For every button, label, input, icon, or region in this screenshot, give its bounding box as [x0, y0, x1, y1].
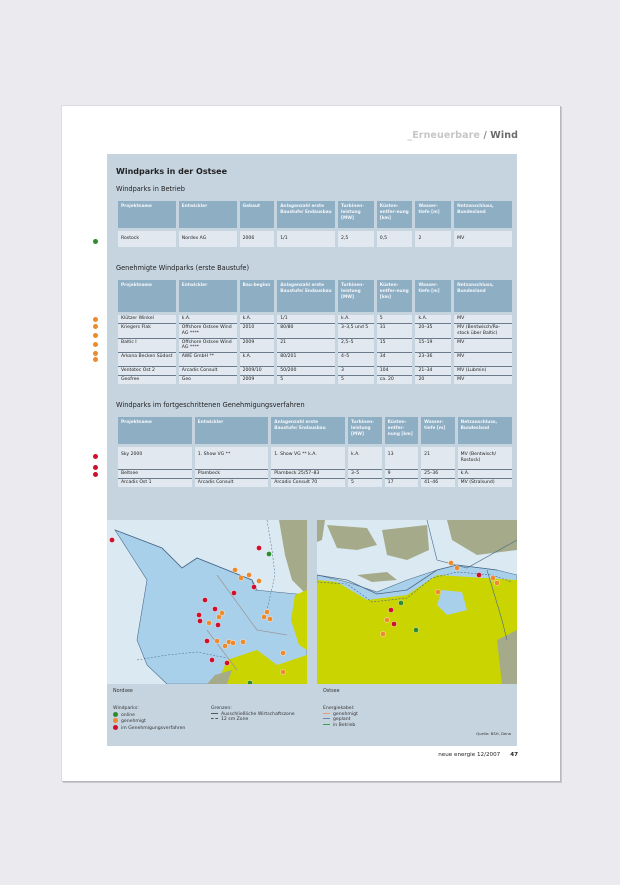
wind-farm-marker: [197, 618, 202, 623]
cell: MV: [454, 352, 512, 366]
legend-title: Grenzen:: [211, 706, 232, 711]
cell: Plambeck 25/57–83: [271, 469, 345, 478]
wind-farm-marker: [388, 607, 393, 612]
solid-line-icon: [211, 713, 218, 714]
cell: MV (Bentwisch/ Rostock): [458, 447, 512, 469]
wind-farm-marker: [238, 575, 243, 580]
col-header: Turbinen-leistung [MW]: [348, 417, 382, 444]
status-marker-icon: [93, 472, 98, 477]
col-header: Anlagenzahl erste Baustufe/ Endausbau: [277, 201, 335, 228]
wind-farm-marker: [280, 669, 285, 674]
nordsee-map-graphic: [107, 520, 307, 684]
col-header: Entwickler: [179, 201, 237, 228]
col-header: Gebaut: [240, 201, 275, 228]
status-marker-icon: [93, 454, 98, 459]
cell: Geo: [179, 375, 237, 384]
legend-label: im Genehmigungsverfahren: [121, 725, 186, 731]
cell: MV (Lubmin): [454, 366, 512, 375]
ostsee-map-graphic: [317, 520, 517, 684]
cell: 5: [338, 375, 374, 384]
col-header: Projektname: [118, 417, 192, 444]
col-header: Anlagenzahl erste Baustufe/ Endausbau: [277, 280, 335, 312]
cell: 2009: [240, 375, 275, 384]
table-row: [118, 478, 512, 487]
wind-farm-marker: [413, 627, 418, 632]
cell: Klützer Winkel: [118, 315, 176, 323]
cell: 23–36: [415, 352, 451, 366]
wind-farm-marker: [490, 575, 495, 580]
cell: 2006: [240, 231, 275, 247]
cell: k.A.: [240, 352, 275, 366]
cell: 1/1: [277, 231, 335, 247]
status-marker-icon: [93, 324, 98, 329]
cell: 15: [377, 338, 413, 353]
cell: Sky 2000: [118, 447, 192, 469]
source-note: Quelle: BSH, Dena: [476, 731, 511, 736]
section-title-approved: Genehmigte Windparks (erste Baustufe): [116, 264, 250, 272]
wind-farm-marker: [391, 621, 396, 626]
wind-farm-marker: [494, 580, 499, 585]
wind-farm-marker: [266, 551, 271, 556]
cell: Baltic I: [118, 338, 176, 353]
wind-farm-marker: [264, 609, 269, 614]
status-marker-icon: [93, 351, 98, 356]
status-marker-icon: [93, 317, 98, 322]
status-marker-icon: [93, 342, 98, 347]
cell: 21–34: [415, 366, 451, 375]
table-row: [118, 375, 512, 384]
status-marker-icon: [93, 333, 98, 338]
section-separator: /: [479, 130, 491, 141]
table-row: [118, 352, 512, 366]
cell: 41–46: [421, 478, 455, 487]
cell: MV: [454, 375, 512, 384]
table-row: [118, 323, 512, 338]
cell: AWE GmbH **: [179, 352, 237, 366]
cell: 3: [338, 366, 374, 375]
cable-planned-icon: [323, 718, 330, 719]
legend-grenzen: [211, 706, 295, 723]
cell: Arcadis Ost 1: [118, 478, 192, 487]
cell: 5: [348, 478, 382, 487]
status-marker-icon: [93, 239, 98, 244]
table-operating: [115, 201, 515, 247]
cell: Arcadis Consult 70: [271, 478, 345, 487]
cell: MV: [454, 231, 512, 247]
cell: Geofree: [118, 375, 176, 384]
approved-dot-icon: [113, 718, 118, 723]
section-title-operating: Windparks in Betrieb: [116, 185, 185, 193]
wind-farm-marker: [222, 643, 227, 648]
map-ostsee: [317, 520, 517, 684]
table-row: [118, 315, 512, 323]
table-row: [118, 338, 512, 353]
cell: Ventotec Ost 2: [118, 366, 176, 375]
wind-farm-marker: [247, 680, 252, 684]
cell: MV: [454, 315, 512, 323]
legend-label: 12 sm Zone: [221, 717, 249, 723]
cell: 21: [277, 338, 335, 353]
legend-label: genehmigt: [333, 711, 358, 717]
wind-farm-marker: [240, 639, 245, 644]
cell: 104: [377, 366, 413, 375]
pending-dot-icon: [113, 725, 118, 730]
section-label: _Erneuerbare: [407, 130, 480, 141]
wind-farm-marker: [280, 650, 285, 655]
wind-farm-marker: [224, 660, 229, 665]
legend-label: geplant: [333, 717, 351, 723]
section-title-advanced: Windparks im fortgeschrittenen Genehmigungsverfahren: [116, 401, 305, 409]
cell: k.A.: [240, 315, 275, 323]
cell: k.A.: [338, 315, 374, 323]
cell: 80/201: [277, 352, 335, 366]
cell: Offshore Ostsee Wind AG ****: [179, 338, 237, 353]
legend-windparks: [113, 706, 185, 731]
cell: 31: [377, 323, 413, 338]
col-header: Küsten-entfer-nung [km]: [377, 201, 413, 228]
col-header: Turbinen-leistung [MW]: [338, 201, 374, 228]
topic-label: Wind: [490, 130, 518, 141]
wind-farm-marker: [448, 560, 453, 565]
legend-item: [211, 717, 295, 723]
section-tag: [407, 130, 518, 141]
legend-item: [113, 718, 185, 725]
col-header: Projektname: [118, 201, 176, 228]
legend-label: in Betrieb: [333, 722, 356, 728]
cell: 2009/10: [240, 366, 275, 375]
wind-farm-marker: [380, 631, 385, 636]
wind-farm-marker: [206, 620, 211, 625]
panel-title: Windparks in der Ostsee: [116, 167, 228, 176]
cell: 25–36: [421, 469, 455, 478]
wind-farm-marker: [204, 638, 209, 643]
wind-farm-marker: [476, 572, 481, 577]
wind-farm-marker: [212, 606, 217, 611]
cell: 13: [385, 447, 418, 469]
legend-item: [113, 725, 185, 732]
table-row: [118, 366, 512, 375]
cell: 20: [415, 375, 451, 384]
cell: 4–5: [338, 352, 374, 366]
map-label-ostsee: Ostsee: [323, 689, 340, 694]
wind-farm-marker: [256, 545, 261, 550]
table-advanced: [115, 417, 515, 487]
col-header: Bau-beginn: [240, 280, 275, 312]
map-nordsee: [107, 520, 307, 684]
online-dot-icon: [113, 712, 118, 717]
wind-farm-marker: [231, 590, 236, 595]
wind-farm-marker: [246, 572, 251, 577]
wind-farm-marker: [256, 578, 261, 583]
cell: 1. Show VG **: [195, 447, 268, 469]
cell: Arcadis Consult: [179, 366, 237, 375]
col-header: Wasser-tiefe [m]: [415, 201, 451, 228]
cell: Arcadis Consult: [195, 478, 268, 487]
cell: k.A.: [348, 447, 382, 469]
wind-farm-marker: [261, 614, 266, 619]
cell: Arkona Becken Südost: [118, 352, 176, 366]
cell: 50/200: [277, 366, 335, 375]
cell: 15–19: [415, 338, 451, 353]
cell: 2010: [240, 323, 275, 338]
cell: Offshore Ostsee Wind AG ****: [179, 323, 237, 338]
cell: 1/1: [277, 315, 335, 323]
cell: 80/80: [277, 323, 335, 338]
wind-farm-marker: [209, 657, 214, 662]
status-marker-icon: [93, 357, 98, 362]
page-number: 47: [510, 752, 518, 758]
cell: Plambeck: [195, 469, 268, 478]
info-panel: [107, 154, 517, 746]
wind-farm-marker: [435, 589, 440, 594]
legend-title: Energiekabel:: [323, 706, 355, 711]
cell: 3–3,5 und 5: [338, 323, 374, 338]
cell: Rostock: [118, 231, 176, 247]
legend-label: genehmigt: [121, 719, 146, 725]
col-header: Netzanschluss, Bundesland: [454, 201, 512, 228]
col-header: Projektname: [118, 280, 176, 312]
wind-farm-marker: [384, 617, 389, 622]
wind-farm-marker: [196, 612, 201, 617]
cell: k.A.: [415, 315, 451, 323]
wind-farm-marker: [214, 638, 219, 643]
col-header: Küsten-entfer-nung [km]: [377, 280, 413, 312]
wind-farm-marker: [232, 567, 237, 572]
cell: Beltsee: [118, 469, 192, 478]
col-header: Turbinen-leistung [MW]: [338, 280, 374, 312]
legend-title: Windparks:: [113, 706, 139, 711]
cell: 2: [415, 231, 451, 247]
cell: 5: [277, 375, 335, 384]
cell: Kriegers Flak: [118, 323, 176, 338]
cell: 5: [377, 315, 413, 323]
wind-farm-marker: [251, 584, 256, 589]
cell: k.A.: [179, 315, 237, 323]
dashed-line-icon: [211, 718, 218, 719]
cell: MV: [454, 338, 512, 353]
cell: 21: [421, 447, 455, 469]
legend-label: online: [121, 712, 136, 718]
col-header: Küsten-entfer-nung [km]: [385, 417, 418, 444]
cell: MV (Bentwisch/Ro-stock über Baltic): [454, 323, 512, 338]
wind-farm-marker: [267, 616, 272, 621]
wind-farm-marker: [216, 614, 221, 619]
table-row: [118, 469, 512, 478]
cell: 34: [377, 352, 413, 366]
cell: MV (Stralsund): [458, 478, 512, 487]
col-header: Netzanschluss, Bundesland: [458, 417, 512, 444]
map-label-nordsee: Nordsee: [113, 689, 133, 694]
table-row: [118, 447, 512, 469]
col-header: Anlagenzahl erste Baustufe/ Endausbau: [271, 417, 345, 444]
cell: k.A.: [458, 469, 512, 478]
cell: 3–5: [348, 469, 382, 478]
cell: 2,5: [338, 231, 374, 247]
col-header: Wasser-tiefe [m]: [415, 280, 451, 312]
wind-farm-marker: [230, 640, 235, 645]
col-header: Entwickler: [195, 417, 268, 444]
col-header: Netzanschluss, Bundesland: [454, 280, 512, 312]
cell: 2,5–5: [338, 338, 374, 353]
cell: ca. 20: [377, 375, 413, 384]
legend-label: Ausschließliche Wirtschaftszone: [221, 711, 295, 717]
legend-energiekabel: [323, 706, 358, 728]
cell: 2009: [240, 338, 275, 353]
page-footer: [438, 752, 518, 758]
cell: 9: [385, 469, 418, 478]
wind-farm-marker: [398, 600, 403, 605]
cell: 17: [385, 478, 418, 487]
table-approved: [115, 280, 515, 384]
wind-farm-marker: [109, 537, 114, 542]
cable-approved-icon: [323, 713, 330, 714]
wind-farm-marker: [454, 565, 459, 570]
wind-farm-marker: [202, 597, 207, 602]
legend-item: [113, 712, 185, 719]
cell: Nordex AG: [179, 231, 237, 247]
cell: 1. Show VG ** k.A.: [271, 447, 345, 469]
legend-item: [323, 723, 358, 729]
table-row: [118, 231, 512, 247]
col-header: Entwickler: [179, 280, 237, 312]
col-header: Wasser-tiefe [m]: [421, 417, 455, 444]
publication-name: neue energie 12/2007: [438, 752, 501, 758]
status-marker-icon: [93, 465, 98, 470]
wind-farm-marker: [215, 622, 220, 627]
cable-operating-icon: [323, 724, 330, 725]
cell: 0,5: [377, 231, 413, 247]
cell: 20–35: [415, 323, 451, 338]
magazine-page: [61, 105, 560, 781]
